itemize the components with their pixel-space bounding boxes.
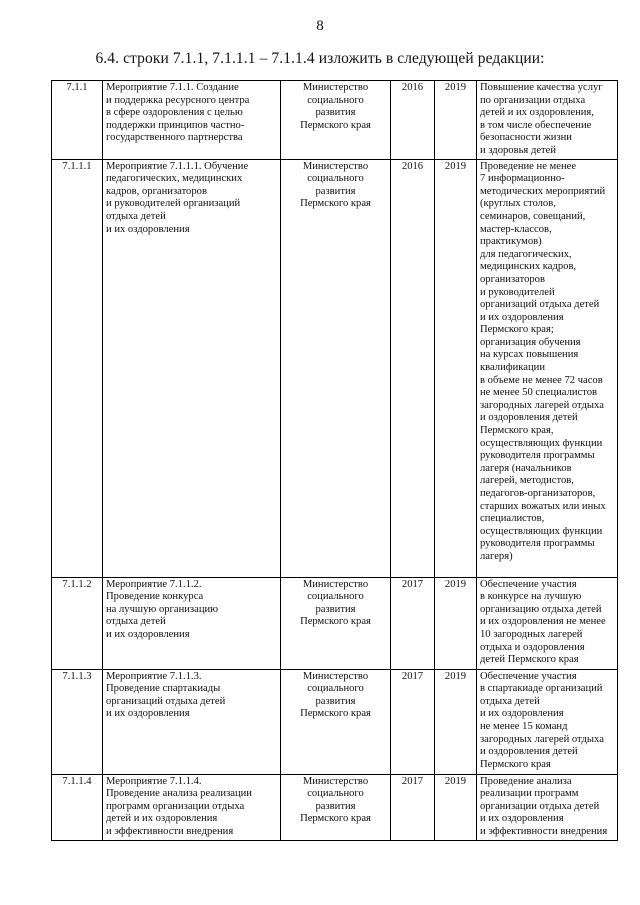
row-number: 7.1.1 [52,81,103,160]
measure-name: Мероприятие 7.1.1. Создание и поддержка ресурсного центра в сфере оздоровления с целью поддержки принципов частно- государственного партнерства [103,81,281,160]
executor: Министерство социального развития Пермского края [281,577,391,669]
start-year: 2016 [391,81,435,160]
table-row [52,577,618,669]
section-heading: 6.4. строки 7.1.1, 7.1.1.1 – 7.1.1.4 изложить в следующей редакции: [95,50,545,67]
executor: Министерство социального развития Пермского края [281,774,391,840]
expected-result: Проведение не менее 7 информационно- методических мероприятий (круглых столов, семинаров, совещаний, мастер-классов, практикумов) для педагогических, медицинских кадров, организаторов и руководителей организаций отдыха детей и их оздоровления Пермского края; организация обучения на курсах повышения квалификации в объеме не менее 72 часов не менее 50 специалистов загородных лагерей отдыха и оздоровления детей Пермского края, осуществляющих функции руководителя программы лагеря (начальников лагерей, методистов, педагогов-организаторов, старших вожатых или иных специалистов, осуществляющих функции руководителя программы лагеря) [477,159,618,577]
table-row [52,669,618,774]
row-number: 7.1.1.2 [52,577,103,669]
start-year: 2016 [391,159,435,577]
measure-name: Мероприятие 7.1.1.1. Обучение педагогических, медицинских кадров, организаторов и руководителей организаций отдыха детей и их оздоровления [103,159,281,577]
start-year: 2017 [391,669,435,774]
end-year: 2019 [435,81,477,160]
expected-result: Обеспечение участия в конкурсе на лучшую организацию отдыха детей и их оздоровления не менее 10 загородных лагерей отдыха и оздоровления детей Пермского края [477,577,618,669]
end-year: 2019 [435,159,477,577]
table-row [52,774,618,840]
page-number: 8 [316,18,324,34]
end-year: 2019 [435,669,477,774]
start-year: 2017 [391,774,435,840]
executor: Министерство социального развития Пермского края [281,669,391,774]
row-number: 7.1.1.3 [52,669,103,774]
executor: Министерство социального развития Пермского края [281,81,391,160]
row-number: 7.1.1.4 [52,774,103,840]
start-year: 2017 [391,577,435,669]
executor: Министерство социального развития Пермского края [281,159,391,577]
measure-name: Мероприятие 7.1.1.4. Проведение анализа реализации программ организации отдыха детей и их оздоровления и эффективности внедрения [103,774,281,840]
table-row [52,159,618,577]
end-year: 2019 [435,577,477,669]
row-number: 7.1.1.1 [52,159,103,577]
end-year: 2019 [435,774,477,840]
measure-name: Мероприятие 7.1.1.3. Проведение спартакиады организаций отдыха детей и их оздоровления [103,669,281,774]
measures-table [51,80,618,841]
expected-result: Обеспечение участия в спартакиаде организаций отдыха детей и их оздоровления не менее 15 команд загородных лагерей отдыха и оздоровления детей Пермского края [477,669,618,774]
expected-result: Повышение качества услуг по организации отдыха детей и их оздоровления, в том числе обеспечение безопасности жизни и здоровья детей [477,81,618,160]
measure-name: Мероприятие 7.1.1.2. Проведение конкурса на лучшую организацию отдыха детей и их оздоровления [103,577,281,669]
expected-result: Проведение анализа реализации программ организации отдыха детей и их оздоровления и эффективности внедрения [477,774,618,840]
table-row [52,81,618,160]
